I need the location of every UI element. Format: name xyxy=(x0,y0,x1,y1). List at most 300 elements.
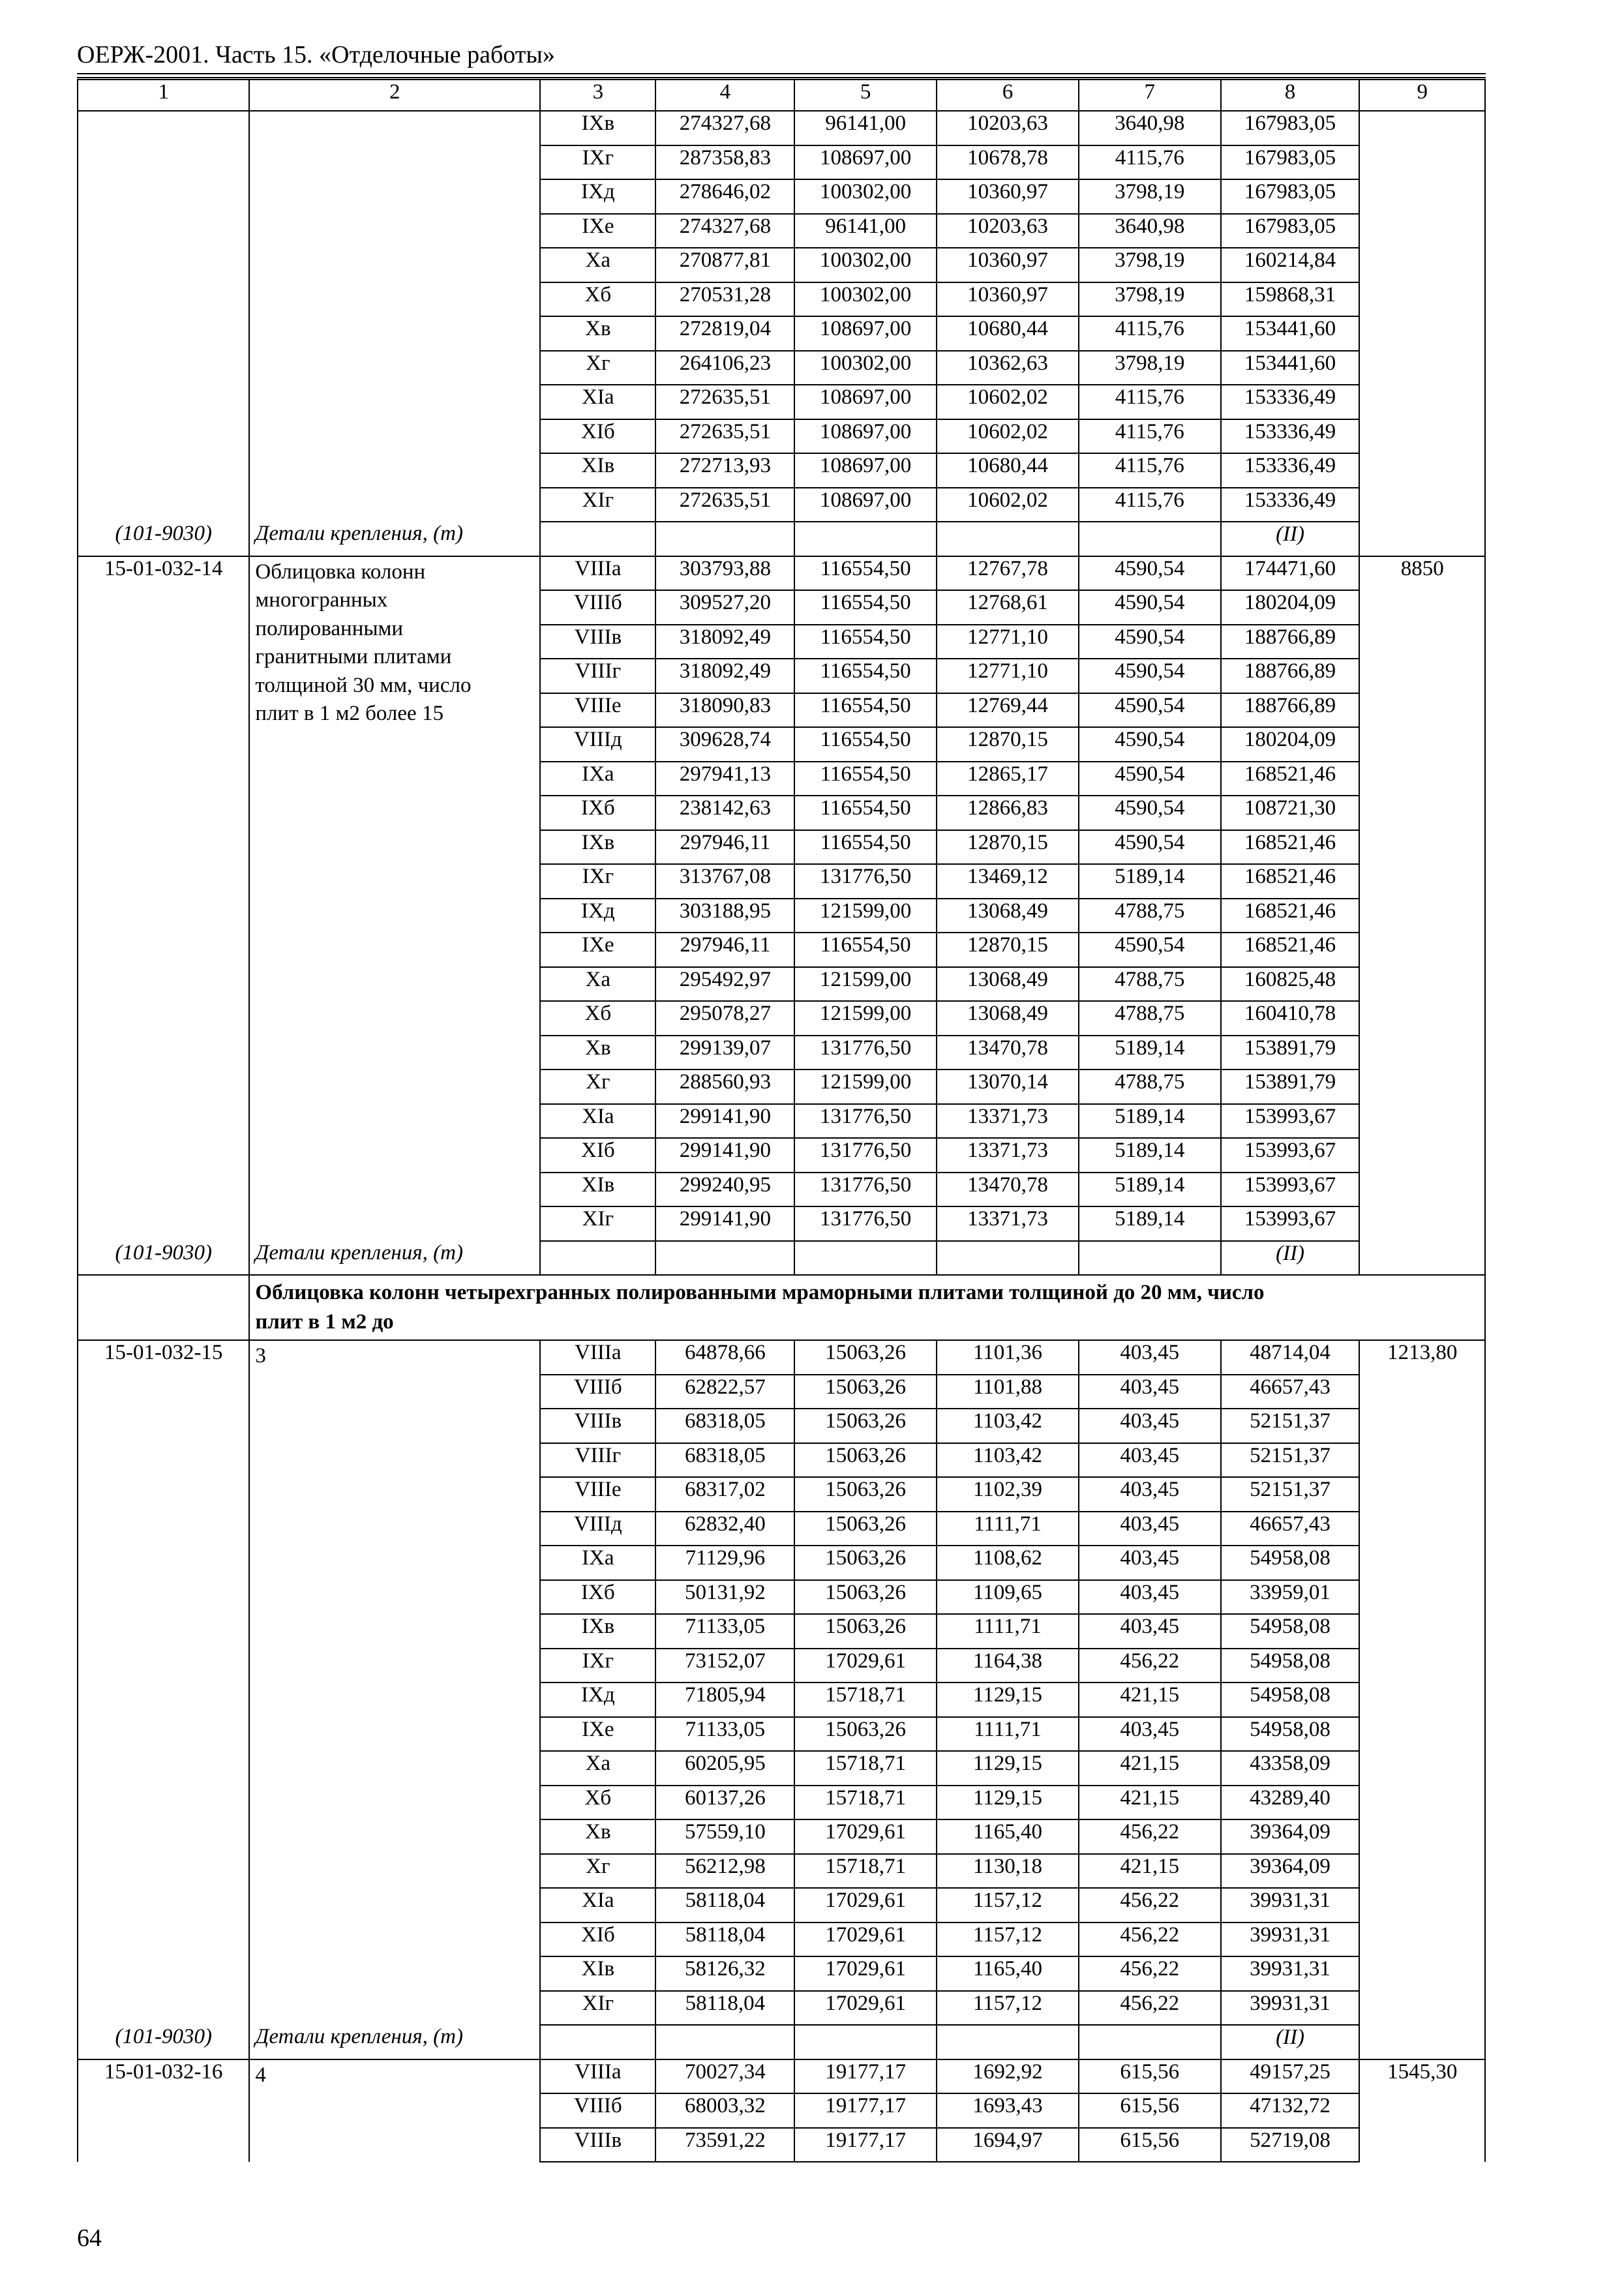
header-rule-bottom xyxy=(77,77,1486,78)
value-cell: 1101,88 xyxy=(937,1375,1079,1409)
value-cell: 70027,34 xyxy=(655,2059,794,2094)
value-cell: 297946,11 xyxy=(655,933,794,967)
value-cell: 131776,50 xyxy=(794,1036,937,1070)
region-class-cell: XIб xyxy=(540,1138,655,1173)
value-cell: 39931,31 xyxy=(1221,1956,1360,1991)
value-cell: 15063,26 xyxy=(794,1717,937,1752)
value-cell: 12768,61 xyxy=(937,590,1079,625)
value-cell: 278646,02 xyxy=(655,179,794,214)
value-cell: 4788,75 xyxy=(1079,899,1221,933)
value-cell: 121599,00 xyxy=(794,1001,937,1036)
value-cell: 71133,05 xyxy=(655,1614,794,1649)
region-class-cell: XIг xyxy=(540,1991,655,2026)
value-cell: 180204,09 xyxy=(1221,727,1360,762)
value-cell: 299139,07 xyxy=(655,1036,794,1070)
value-cell: 403,45 xyxy=(1079,1375,1221,1409)
value-cell: 13068,49 xyxy=(937,1001,1079,1036)
value-cell: 188766,89 xyxy=(1221,625,1360,659)
empty-cell xyxy=(1079,522,1221,556)
fastening-details-label: Детали крепления, (т) xyxy=(249,522,540,556)
value-cell: 116554,50 xyxy=(794,590,937,625)
value-cell: 174471,60 xyxy=(1221,556,1360,591)
value-cell: 309527,20 xyxy=(655,590,794,625)
value-cell: 15063,26 xyxy=(794,1443,937,1478)
resource-code: (101-9030) xyxy=(78,2025,249,2059)
empty-cell xyxy=(540,522,655,556)
value-cell: 10678,78 xyxy=(937,145,1079,180)
value-cell: 49157,25 xyxy=(1221,2059,1360,2094)
value-cell: 131776,50 xyxy=(794,1104,937,1139)
value-cell: 288560,93 xyxy=(655,1070,794,1104)
value-cell: 10203,63 xyxy=(937,214,1079,248)
value-cell: 5189,14 xyxy=(1079,1036,1221,1070)
region-class-cell: VIIIб xyxy=(540,2093,655,2128)
value-cell: 3798,19 xyxy=(1079,179,1221,214)
value-cell: 153993,67 xyxy=(1221,1206,1360,1241)
value-cell: 3798,19 xyxy=(1079,248,1221,282)
region-class-cell: XIв xyxy=(540,1173,655,1207)
item-description xyxy=(249,1340,540,2025)
value-cell: 403,45 xyxy=(1079,1477,1221,1512)
value-cell: 4788,75 xyxy=(1079,1070,1221,1104)
value-cell: 108697,00 xyxy=(794,453,937,488)
value-cell: 274327,68 xyxy=(655,111,794,145)
value-cell: 19177,17 xyxy=(794,2093,937,2128)
region-class-cell: VIIIб xyxy=(540,1375,655,1409)
column-header-7: 7 xyxy=(1079,80,1221,111)
region-class-cell: VIIIа xyxy=(540,556,655,591)
value-cell: 19177,17 xyxy=(794,2059,937,2094)
value-cell: 272713,93 xyxy=(655,453,794,488)
value-cell: 15063,26 xyxy=(794,1546,937,1580)
value-cell: 1111,71 xyxy=(937,1512,1079,1546)
table-row xyxy=(78,111,1485,145)
value-cell: 15718,71 xyxy=(794,1854,937,1889)
value-cell: 15063,26 xyxy=(794,1614,937,1649)
value-cell: 54958,08 xyxy=(1221,1546,1360,1580)
region-class-cell: IXа xyxy=(540,1546,655,1580)
material-class-label: (II) xyxy=(1221,2025,1360,2059)
region-class-cell: IXб xyxy=(540,1580,655,1615)
value-cell: 1129,15 xyxy=(937,1751,1079,1786)
column-9-value: 1213,80 xyxy=(1359,1340,1485,2025)
value-cell: 318092,49 xyxy=(655,659,794,693)
region-class-cell: VIIIб xyxy=(540,590,655,625)
value-cell: 456,22 xyxy=(1079,1991,1221,2026)
value-cell: 116554,50 xyxy=(794,659,937,693)
item-description-line: Облицовка колонн xyxy=(255,560,426,584)
empty-cell xyxy=(540,1241,655,1276)
value-cell: 15063,26 xyxy=(794,1580,937,1615)
value-cell: 153441,60 xyxy=(1221,351,1360,385)
region-class-cell: IXд xyxy=(540,899,655,933)
value-cell: 43358,09 xyxy=(1221,1751,1360,1786)
value-cell: 13470,78 xyxy=(937,1036,1079,1070)
value-cell: 1157,12 xyxy=(937,1922,1079,1957)
value-cell: 168521,46 xyxy=(1221,899,1360,933)
value-cell: 1101,36 xyxy=(937,1340,1079,1375)
item-description-line: плит в 1 м2 более 15 xyxy=(255,702,444,726)
value-cell: 5189,14 xyxy=(1079,1138,1221,1173)
value-cell: 54958,08 xyxy=(1221,1614,1360,1649)
value-cell: 57559,10 xyxy=(655,1819,794,1854)
region-class-cell: Xв xyxy=(540,316,655,351)
column-header-5: 5 xyxy=(794,80,937,111)
value-cell: 168521,46 xyxy=(1221,830,1360,865)
empty-cell xyxy=(794,2025,937,2059)
value-cell: 52719,08 xyxy=(1221,2128,1360,2162)
value-cell: 131776,50 xyxy=(794,864,937,899)
fastening-details-label: Детали крепления, (т) xyxy=(249,2025,540,2059)
value-cell: 309628,74 xyxy=(655,727,794,762)
empty-cell xyxy=(1079,1241,1221,1276)
value-cell: 108697,00 xyxy=(794,385,937,419)
value-cell: 5189,14 xyxy=(1079,1206,1221,1241)
value-cell: 121599,00 xyxy=(794,899,937,933)
value-cell: 46657,43 xyxy=(1221,1375,1360,1409)
value-cell: 17029,61 xyxy=(794,1819,937,1854)
region-class-cell: VIIIв xyxy=(540,625,655,659)
empty-cell xyxy=(655,2025,794,2059)
region-class-cell: IXб xyxy=(540,796,655,830)
value-cell: 318090,83 xyxy=(655,693,794,728)
region-class-cell: IXв xyxy=(540,1614,655,1649)
region-class-cell: IXг xyxy=(540,864,655,899)
value-cell: 10362,63 xyxy=(937,351,1079,385)
value-cell: 13470,78 xyxy=(937,1173,1079,1207)
region-class-cell: XIв xyxy=(540,1956,655,1991)
value-cell: 96141,00 xyxy=(794,111,937,145)
value-cell: 188766,89 xyxy=(1221,693,1360,728)
value-cell: 1108,62 xyxy=(937,1546,1079,1580)
value-cell: 1157,12 xyxy=(937,1991,1079,2026)
region-class-cell: Xг xyxy=(540,351,655,385)
value-cell: 153891,79 xyxy=(1221,1036,1360,1070)
region-class-cell: Xв xyxy=(540,1036,655,1070)
region-class-cell: VIIIг xyxy=(540,659,655,693)
value-cell: 39931,31 xyxy=(1221,1888,1360,1922)
value-cell: 39931,31 xyxy=(1221,1991,1360,2026)
region-class-cell: VIIIа xyxy=(540,1340,655,1375)
value-cell: 421,15 xyxy=(1079,1786,1221,1820)
value-cell: 116554,50 xyxy=(794,762,937,796)
value-cell: 15063,26 xyxy=(794,1409,937,1443)
value-cell: 12769,44 xyxy=(937,693,1079,728)
value-cell: 1164,38 xyxy=(937,1649,1079,1683)
value-cell: 121599,00 xyxy=(794,967,937,1002)
value-cell: 10680,44 xyxy=(937,316,1079,351)
region-class-cell: Xа xyxy=(540,248,655,282)
value-cell: 168521,46 xyxy=(1221,933,1360,967)
value-cell: 10360,97 xyxy=(937,282,1079,317)
value-cell: 71805,94 xyxy=(655,1683,794,1717)
empty-cell xyxy=(937,2025,1079,2059)
value-cell: 13371,73 xyxy=(937,1104,1079,1139)
empty-cell xyxy=(655,1241,794,1276)
value-cell: 421,15 xyxy=(1079,1751,1221,1786)
region-class-cell: IXд xyxy=(540,1683,655,1717)
value-cell: 403,45 xyxy=(1079,1340,1221,1375)
empty-cell xyxy=(794,522,937,556)
value-cell: 108721,30 xyxy=(1221,796,1360,830)
value-cell: 39931,31 xyxy=(1221,1922,1360,1957)
value-cell: 33959,01 xyxy=(1221,1580,1360,1615)
value-cell: 58126,32 xyxy=(655,1956,794,1991)
value-cell: 4115,76 xyxy=(1079,419,1221,454)
column-header-8: 8 xyxy=(1221,80,1360,111)
value-cell: 180204,09 xyxy=(1221,590,1360,625)
value-cell: 1165,40 xyxy=(937,1819,1079,1854)
value-cell: 313767,08 xyxy=(655,864,794,899)
value-cell: 68318,05 xyxy=(655,1443,794,1478)
empty-cell xyxy=(937,522,1079,556)
value-cell: 1129,15 xyxy=(937,1683,1079,1717)
fastening-details-row xyxy=(78,1241,1485,1276)
value-cell: 48714,04 xyxy=(1221,1340,1360,1375)
section-heading-line: плит в 1 м2 до xyxy=(255,1309,394,1334)
region-class-cell: Xб xyxy=(540,1001,655,1036)
value-cell: 615,56 xyxy=(1079,2128,1221,2162)
value-cell: 3798,19 xyxy=(1079,282,1221,317)
column-header-2: 2 xyxy=(249,80,540,111)
material-class-label: (II) xyxy=(1221,522,1360,556)
value-cell: 100302,00 xyxy=(794,351,937,385)
region-class-cell: XIа xyxy=(540,1104,655,1139)
value-cell: 272635,51 xyxy=(655,419,794,454)
empty-cell xyxy=(1359,2025,1485,2059)
region-class-cell: VIIIд xyxy=(540,727,655,762)
rates-table xyxy=(77,79,1486,2162)
value-cell: 4115,76 xyxy=(1079,453,1221,488)
value-cell: 1130,18 xyxy=(937,1854,1079,1889)
region-class-cell: IXв xyxy=(540,830,655,865)
region-class-cell: XIа xyxy=(540,1888,655,1922)
value-cell: 13371,73 xyxy=(937,1138,1079,1173)
region-class-cell: Xв xyxy=(540,1819,655,1854)
region-class-cell: IXг xyxy=(540,145,655,180)
value-cell: 58118,04 xyxy=(655,1888,794,1922)
value-cell: 116554,50 xyxy=(794,796,937,830)
value-cell: 100302,00 xyxy=(794,179,937,214)
value-cell: 46657,43 xyxy=(1221,1512,1360,1546)
value-cell: 4590,54 xyxy=(1079,727,1221,762)
value-cell: 17029,61 xyxy=(794,1956,937,1991)
value-cell: 17029,61 xyxy=(794,1991,937,2026)
value-cell: 68003,32 xyxy=(655,2093,794,2128)
value-cell: 160214,84 xyxy=(1221,248,1360,282)
region-class-cell: Xг xyxy=(540,1854,655,1889)
value-cell: 116554,50 xyxy=(794,693,937,728)
value-cell: 1157,12 xyxy=(937,1888,1079,1922)
value-cell: 15063,26 xyxy=(794,1477,937,1512)
region-class-cell: IXд xyxy=(540,179,655,214)
value-cell: 287358,83 xyxy=(655,145,794,180)
value-cell: 3798,19 xyxy=(1079,351,1221,385)
column-header-1: 1 xyxy=(78,80,249,111)
region-class-cell: VIIIе xyxy=(540,1477,655,1512)
value-cell: 60137,26 xyxy=(655,1786,794,1820)
value-cell: 299240,95 xyxy=(655,1173,794,1207)
section-code-cell xyxy=(78,1275,249,1340)
value-cell: 615,56 xyxy=(1079,2059,1221,2094)
section-heading xyxy=(249,1275,1485,1340)
value-cell: 403,45 xyxy=(1079,1443,1221,1478)
continued-code-cell xyxy=(78,111,249,522)
item-description xyxy=(249,2059,540,2162)
value-cell: 4590,54 xyxy=(1079,762,1221,796)
column-header-4: 4 xyxy=(655,80,794,111)
value-cell: 15718,71 xyxy=(794,1751,937,1786)
value-cell: 1129,15 xyxy=(937,1786,1079,1820)
value-cell: 295078,27 xyxy=(655,1001,794,1036)
value-cell: 73591,22 xyxy=(655,2128,794,2162)
header-rule-top xyxy=(77,73,1486,74)
region-class-cell: XIв xyxy=(540,453,655,488)
value-cell: 403,45 xyxy=(1079,1580,1221,1615)
value-cell: 5189,14 xyxy=(1079,1173,1221,1207)
value-cell: 1693,43 xyxy=(937,2093,1079,2128)
value-cell: 10602,02 xyxy=(937,488,1079,522)
value-cell: 17029,61 xyxy=(794,1649,937,1683)
region-class-cell: IXв xyxy=(540,111,655,145)
value-cell: 131776,50 xyxy=(794,1206,937,1241)
section-heading-row xyxy=(78,1275,1485,1340)
value-cell: 153993,67 xyxy=(1221,1173,1360,1207)
value-cell: 167983,05 xyxy=(1221,214,1360,248)
value-cell: 160825,48 xyxy=(1221,967,1360,1002)
value-cell: 10602,02 xyxy=(937,419,1079,454)
column-header-6: 6 xyxy=(937,80,1079,111)
region-class-cell: IXг xyxy=(540,1649,655,1683)
continued-description-cell xyxy=(249,111,540,522)
value-cell: 17029,61 xyxy=(794,1922,937,1957)
value-cell: 10360,97 xyxy=(937,179,1079,214)
value-cell: 159868,31 xyxy=(1221,282,1360,317)
value-cell: 272635,51 xyxy=(655,488,794,522)
value-cell: 153336,49 xyxy=(1221,488,1360,522)
value-cell: 4115,76 xyxy=(1079,385,1221,419)
column-number-header-row xyxy=(78,80,1485,111)
value-cell: 116554,50 xyxy=(794,830,937,865)
value-cell: 167983,05 xyxy=(1221,179,1360,214)
value-cell: 17029,61 xyxy=(794,1888,937,1922)
value-cell: 303793,88 xyxy=(655,556,794,591)
value-cell: 160410,78 xyxy=(1221,1001,1360,1036)
value-cell: 168521,46 xyxy=(1221,762,1360,796)
value-cell: 153336,49 xyxy=(1221,385,1360,419)
rates-table-wrapper xyxy=(77,79,1486,2162)
region-class-cell: Xб xyxy=(540,1786,655,1820)
value-cell: 4590,54 xyxy=(1079,590,1221,625)
value-cell: 62822,57 xyxy=(655,1375,794,1409)
value-cell: 71129,96 xyxy=(655,1546,794,1580)
value-cell: 4590,54 xyxy=(1079,556,1221,591)
value-cell: 403,45 xyxy=(1079,1409,1221,1443)
value-cell: 68318,05 xyxy=(655,1409,794,1443)
resource-code: (101-9030) xyxy=(78,522,249,556)
empty-cell xyxy=(1359,522,1485,556)
value-cell: 1103,42 xyxy=(937,1409,1079,1443)
value-cell: 60205,95 xyxy=(655,1751,794,1786)
region-class-cell: Xа xyxy=(540,967,655,1002)
value-cell: 153993,67 xyxy=(1221,1138,1360,1173)
value-cell: 52151,37 xyxy=(1221,1477,1360,1512)
table-row xyxy=(78,2059,1485,2094)
value-cell: 13068,49 xyxy=(937,899,1079,933)
value-cell: 116554,50 xyxy=(794,727,937,762)
value-cell: 456,22 xyxy=(1079,1649,1221,1683)
value-cell: 1103,42 xyxy=(937,1443,1079,1478)
value-cell: 5189,14 xyxy=(1079,1104,1221,1139)
value-cell: 270877,81 xyxy=(655,248,794,282)
value-cell: 19177,17 xyxy=(794,2128,937,2162)
value-cell: 615,56 xyxy=(1079,2093,1221,2128)
value-cell: 10680,44 xyxy=(937,453,1079,488)
value-cell: 64878,66 xyxy=(655,1340,794,1375)
value-cell: 274327,68 xyxy=(655,214,794,248)
value-cell: 58118,04 xyxy=(655,1991,794,2026)
region-class-cell: VIIIд xyxy=(540,1512,655,1546)
empty-cell xyxy=(1359,1241,1485,1276)
value-cell: 96141,00 xyxy=(794,214,937,248)
value-cell: 56212,98 xyxy=(655,1854,794,1889)
empty-cell xyxy=(1079,2025,1221,2059)
value-cell: 4788,75 xyxy=(1079,967,1221,1002)
value-cell: 1111,71 xyxy=(937,1717,1079,1752)
rates-table-body xyxy=(78,80,1485,2162)
value-cell: 10203,63 xyxy=(937,111,1079,145)
empty-cell xyxy=(794,1241,937,1276)
material-class-label: (II) xyxy=(1221,1241,1360,1276)
value-cell: 71133,05 xyxy=(655,1717,794,1752)
value-cell: 15718,71 xyxy=(794,1786,937,1820)
value-cell: 62832,40 xyxy=(655,1512,794,1546)
value-cell: 15718,71 xyxy=(794,1683,937,1717)
value-cell: 264106,23 xyxy=(655,351,794,385)
value-cell: 39364,09 xyxy=(1221,1819,1360,1854)
item-code: 15-01-032-15 xyxy=(78,1340,249,2025)
value-cell: 188766,89 xyxy=(1221,659,1360,693)
value-cell: 116554,50 xyxy=(794,625,937,659)
item-description-line: полированными xyxy=(255,616,404,640)
region-class-cell: XIб xyxy=(540,1922,655,1957)
value-cell: 12870,15 xyxy=(937,933,1079,967)
column-header-3: 3 xyxy=(540,80,655,111)
value-cell: 272635,51 xyxy=(655,385,794,419)
item-description-line: 3 xyxy=(255,1344,266,1368)
value-cell: 116554,50 xyxy=(794,556,937,591)
value-cell: 13068,49 xyxy=(937,967,1079,1002)
value-cell: 303188,95 xyxy=(655,899,794,933)
value-cell: 12866,83 xyxy=(937,796,1079,830)
value-cell: 13469,12 xyxy=(937,864,1079,899)
empty-cell xyxy=(540,2025,655,2059)
value-cell: 100302,00 xyxy=(794,282,937,317)
value-cell: 238142,63 xyxy=(655,796,794,830)
value-cell: 153336,49 xyxy=(1221,419,1360,454)
column-9-value: 8850 xyxy=(1359,556,1485,1241)
region-class-cell: IXе xyxy=(540,933,655,967)
value-cell: 13371,73 xyxy=(937,1206,1079,1241)
value-cell: 421,15 xyxy=(1079,1854,1221,1889)
value-cell: 299141,90 xyxy=(655,1206,794,1241)
value-cell: 403,45 xyxy=(1079,1717,1221,1752)
region-class-cell: XIб xyxy=(540,419,655,454)
value-cell: 121599,00 xyxy=(794,1070,937,1104)
fastening-details-row xyxy=(78,2025,1485,2059)
region-class-cell: XIг xyxy=(540,1206,655,1241)
value-cell: 153993,67 xyxy=(1221,1104,1360,1139)
